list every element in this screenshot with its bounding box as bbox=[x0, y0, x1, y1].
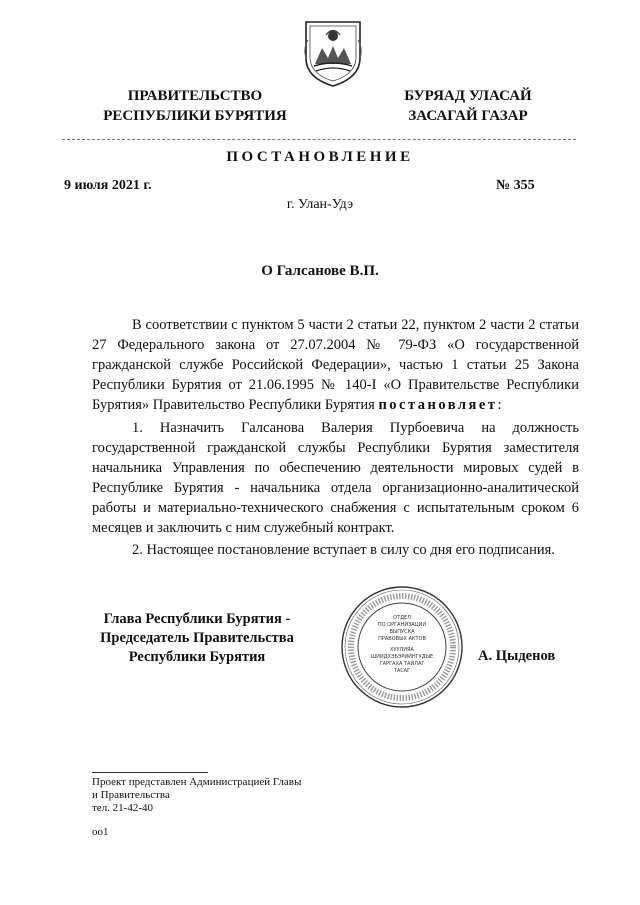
position-line2: Председатель Правительства bbox=[100, 630, 294, 646]
signatory-name: А. Цыденов bbox=[478, 648, 556, 664]
document-city: г. Улан-Удэ bbox=[286, 197, 354, 212]
footer-divider bbox=[92, 772, 208, 773]
stamp-line-3: ВЫПУСКА bbox=[389, 629, 415, 635]
stamp-line-6: ШИИДХЭБЭРИЙНГУДЫЕ bbox=[370, 654, 434, 660]
footer-note bbox=[92, 776, 301, 815]
decree-colon: : bbox=[497, 397, 502, 413]
paragraph-2: 2. Настоящее постановление вступает в силу со дня его подписания. bbox=[132, 542, 555, 558]
position-line1: Глава Республики Бурятия - bbox=[103, 611, 291, 627]
signatory-position bbox=[90, 610, 304, 667]
header-right-line1: БУРЯАД УЛАСАЙ bbox=[404, 88, 532, 104]
footer-line1: Проект представлен Администрацией Главы bbox=[92, 776, 302, 788]
document-code: оо1 bbox=[92, 826, 109, 838]
stamp-line-5: ХУУЛИЯА bbox=[390, 647, 414, 653]
document-title: ПОСТАНОВЛЕНИЕ bbox=[226, 149, 414, 165]
header-right bbox=[378, 86, 558, 126]
preamble-text: В соответствии с пунктом 5 части 2 статьи 22, пунктом 2 части 2 статьи 27 Федерального закона от 27.07.2004 № 79-ФЗ «О государственной гражданской службе Российской Федерации», частью 1 статьи 25 Закона Республики Бурятия от 21.06.1995 № 140-I «О Правительстве Республики Бурятия» Правительство Республики Бурятия bbox=[92, 317, 579, 413]
decree-word: постановляет bbox=[378, 397, 498, 413]
paragraph-preamble bbox=[92, 315, 579, 415]
footer-line2: и Правительства bbox=[92, 789, 170, 801]
document-subject: О Галсанове В.П. bbox=[261, 263, 379, 279]
header-left bbox=[80, 86, 310, 126]
header-right-line2: ЗАСАГАЙ ГАЗАР bbox=[408, 108, 528, 124]
stamp-line-2: ПО ОРГАНИЗАЦИИ bbox=[377, 622, 427, 628]
stamp-line-7: ГАРГАХА ТАЙЛАГ bbox=[379, 661, 425, 667]
header-left-line2: РЕСПУБЛИКИ БУРЯТИЯ bbox=[103, 108, 287, 124]
footer-line3: тел. 21-42-40 bbox=[92, 802, 154, 814]
coat-of-arms-icon bbox=[302, 18, 364, 88]
stamp-line-4: ПРАВОВЫХ АКТОВ bbox=[378, 636, 426, 642]
document-date: 9 июля 2021 г. bbox=[64, 178, 152, 193]
official-seal-icon bbox=[340, 585, 464, 709]
document-number: № 355 bbox=[496, 178, 535, 193]
paragraph-1: 1. Назначить Галсанова Валерия Пурбоевича на должность государственной гражданской службы Республики Бурятия заместителя начальника Управления по обеспечению деятельности мировых судей в Республике Бурятия - начальника отдела организационно-аналитической работы и материально-технического снабжения с испытательным сроком 6 месяцев и заключить с ним служебный контракт. bbox=[92, 420, 579, 536]
header-left-line1: ПРАВИТЕЛЬСТВО bbox=[127, 88, 263, 104]
stamp-line-8: ТАСАГ bbox=[393, 668, 411, 674]
position-line3: Республики Бурятия bbox=[128, 649, 266, 665]
stamp-line-1: ОТДЕЛ bbox=[393, 615, 411, 621]
header-divider bbox=[62, 139, 576, 140]
